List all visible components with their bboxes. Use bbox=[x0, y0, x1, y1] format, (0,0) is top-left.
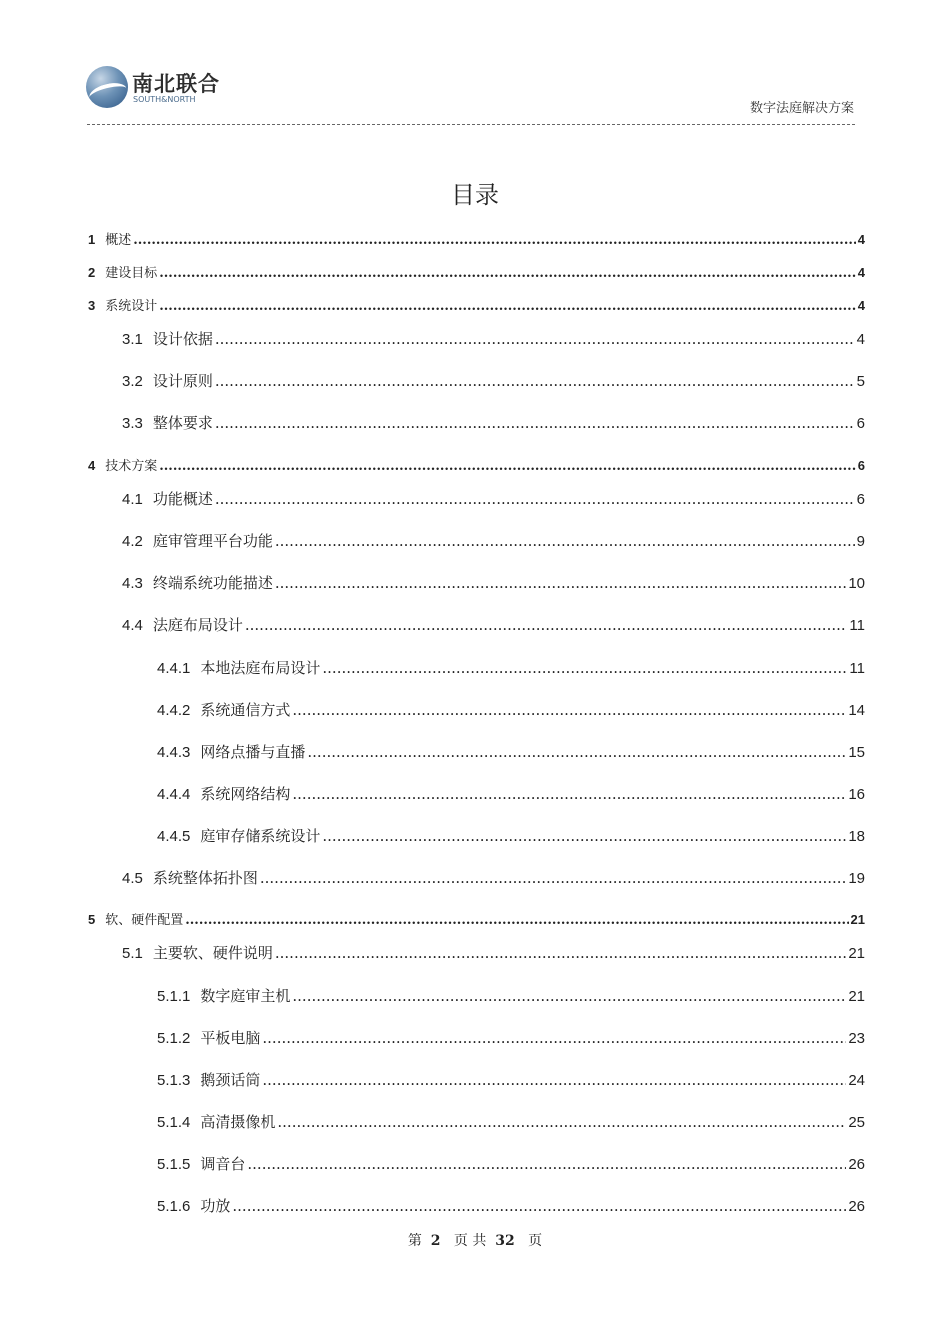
toc-entry-number: 4.4.2 bbox=[157, 702, 191, 719]
toc-entry-label: 数字庭审主机 bbox=[200, 987, 291, 1005]
toc-dot-leader bbox=[322, 827, 846, 845]
toc-entry[interactable] bbox=[157, 1069, 865, 1089]
toc-entry-number: 4.4.5 bbox=[157, 828, 191, 845]
toc-entry-number: 4.4.4 bbox=[157, 786, 191, 803]
toc-entry-number: 4.1 bbox=[122, 491, 143, 508]
toc-entry-number: 5.1.5 bbox=[157, 1156, 191, 1173]
toc-entry-number: 4.5 bbox=[122, 870, 143, 887]
toc-entry[interactable] bbox=[157, 1111, 865, 1131]
toc-dot-leader bbox=[159, 299, 856, 314]
toc-entry-label: 系统通信方式 bbox=[200, 701, 291, 719]
toc-entry-label: 网络点播与直播 bbox=[200, 743, 306, 761]
toc-entry[interactable] bbox=[157, 1153, 865, 1173]
toc-entry-number: 3.2 bbox=[122, 373, 143, 390]
toc-dot-leader bbox=[133, 233, 856, 248]
toc-entry-page: 25 bbox=[848, 1114, 865, 1131]
toc-entry[interactable] bbox=[122, 867, 865, 887]
toc-entry[interactable] bbox=[88, 455, 865, 475]
toc-entry[interactable] bbox=[157, 741, 865, 761]
toc-entry-label: 建设目标 bbox=[105, 266, 158, 281]
toc-entry[interactable] bbox=[157, 783, 865, 803]
toc-entry-page: 26 bbox=[848, 1198, 865, 1215]
toc-entry-label: 主要软、硬件说明 bbox=[152, 944, 273, 962]
toc-entry[interactable] bbox=[122, 530, 865, 550]
toc-entry-page: 11 bbox=[849, 617, 865, 634]
toc-entry-label: 设计依据 bbox=[152, 330, 213, 348]
toc-entry-page: 16 bbox=[848, 786, 865, 803]
toc-entry-page: 21 bbox=[848, 945, 865, 962]
toc-entry-page: 5 bbox=[856, 373, 865, 390]
toc-entry-page: 23 bbox=[848, 1030, 865, 1047]
toc-entry-number: 5.1.3 bbox=[157, 1072, 191, 1089]
toc-entry-number: 5 bbox=[88, 912, 96, 927]
toc-dot-leader bbox=[159, 459, 856, 474]
toc-entry-page: 26 bbox=[848, 1156, 865, 1173]
footer-current-page: 2 bbox=[430, 1233, 441, 1249]
toc-entry-label: 技术方案 bbox=[105, 459, 158, 474]
toc-dot-leader bbox=[215, 372, 855, 390]
toc-entry-page: 4 bbox=[856, 331, 865, 348]
toc-entry-number: 4.4.1 bbox=[157, 660, 191, 677]
toc-entry-page: 14 bbox=[848, 702, 865, 719]
toc-entry-page: 19 bbox=[848, 870, 865, 887]
toc-dot-leader bbox=[292, 785, 846, 803]
toc-dot-leader bbox=[262, 1029, 846, 1047]
toc-entry-label: 鹅颈话筒 bbox=[200, 1071, 261, 1089]
toc-entry[interactable] bbox=[122, 370, 865, 390]
toc-entry[interactable] bbox=[122, 412, 865, 432]
toc-entry-label: 设计原则 bbox=[152, 372, 213, 390]
toc-entry-label: 高清摄像机 bbox=[200, 1113, 276, 1131]
toc-entry[interactable] bbox=[88, 229, 865, 249]
toc-entry[interactable] bbox=[88, 909, 865, 929]
document-title-header: 数字法庭解决方案 bbox=[749, 101, 854, 116]
toc-entry-page: 4 bbox=[857, 298, 865, 313]
toc-entry-page: 21 bbox=[848, 988, 865, 1005]
footer-middle: 页 共 bbox=[453, 1233, 487, 1249]
toc-dot-leader bbox=[215, 330, 855, 348]
toc-entry-page: 4 bbox=[857, 232, 865, 247]
company-logo bbox=[86, 66, 220, 110]
toc-entry[interactable] bbox=[122, 328, 865, 348]
toc-entry[interactable] bbox=[157, 1027, 865, 1047]
toc-entry-page: 24 bbox=[848, 1072, 865, 1089]
toc-entry-number: 3 bbox=[88, 298, 96, 313]
toc-entry-number: 5.1.1 bbox=[157, 988, 191, 1005]
toc-entry-number: 5.1 bbox=[122, 945, 143, 962]
toc-entry-number: 5.1.4 bbox=[157, 1114, 191, 1131]
toc-dot-leader bbox=[277, 1113, 846, 1131]
toc-entry-number: 2 bbox=[88, 265, 96, 280]
toc-entry-label: 软、硬件配置 bbox=[105, 913, 184, 928]
toc-entry[interactable] bbox=[122, 942, 865, 962]
toc-entry-page: 11 bbox=[849, 660, 865, 677]
toc-entry-label: 系统整体拓扑图 bbox=[152, 869, 258, 887]
toc-entry-label: 系统设计 bbox=[105, 299, 158, 314]
toc-dot-leader bbox=[307, 743, 846, 761]
toc-entry[interactable] bbox=[122, 572, 865, 592]
toc-entry[interactable] bbox=[157, 1195, 865, 1215]
toc-entry-number: 1 bbox=[88, 232, 96, 247]
toc-dot-leader bbox=[275, 944, 846, 962]
toc-title: 目录 bbox=[451, 181, 499, 209]
toc-entry-number: 3.3 bbox=[122, 415, 143, 432]
toc-entry[interactable] bbox=[122, 614, 865, 634]
toc-entry[interactable] bbox=[157, 825, 865, 845]
toc-dot-leader bbox=[215, 414, 855, 432]
toc-entry[interactable] bbox=[157, 699, 865, 719]
toc-entry-page: 18 bbox=[848, 828, 865, 845]
logo-english-text: SOUTH&NORTH bbox=[133, 95, 196, 104]
toc-entry-number: 3.1 bbox=[122, 331, 143, 348]
toc-dot-leader bbox=[247, 1155, 846, 1173]
header-divider bbox=[87, 124, 855, 125]
toc-entry-label: 调音台 bbox=[200, 1155, 246, 1173]
toc-entry-number: 4.3 bbox=[122, 575, 143, 592]
toc-entry-page: 6 bbox=[857, 458, 865, 473]
toc-entry-page: 6 bbox=[856, 415, 865, 432]
toc-entry-page: 9 bbox=[856, 533, 865, 550]
toc-entry-number: 4 bbox=[88, 458, 96, 473]
toc-entry[interactable] bbox=[88, 295, 865, 315]
page-footer bbox=[0, 1230, 950, 1250]
toc-dot-leader bbox=[215, 490, 855, 508]
toc-dot-leader bbox=[292, 701, 846, 719]
toc-entry-label: 法庭布局设计 bbox=[152, 616, 243, 634]
toc-entry-label: 功放 bbox=[200, 1197, 231, 1215]
toc-entry-page: 15 bbox=[848, 744, 865, 761]
toc-dot-leader bbox=[292, 987, 846, 1005]
toc-entry[interactable] bbox=[122, 488, 865, 508]
toc-entry-number: 4.2 bbox=[122, 533, 143, 550]
footer-total-pages: 32 bbox=[495, 1233, 515, 1249]
toc-dot-leader bbox=[275, 532, 855, 550]
toc-entry[interactable] bbox=[88, 262, 865, 282]
toc-dot-leader bbox=[322, 659, 847, 677]
toc-entry-label: 庭审存储系统设计 bbox=[200, 827, 321, 845]
toc-entry-number: 5.1.2 bbox=[157, 1030, 191, 1047]
toc-entry-label: 整体要求 bbox=[152, 414, 213, 432]
footer-prefix: 第 bbox=[407, 1233, 422, 1249]
toc-entry-label: 功能概述 bbox=[152, 490, 213, 508]
toc-entry-page: 10 bbox=[848, 575, 865, 592]
toc-entry-page: 6 bbox=[856, 491, 865, 508]
toc-dot-leader bbox=[159, 266, 856, 281]
toc-entry-label: 系统网络结构 bbox=[200, 785, 291, 803]
toc-dot-leader bbox=[185, 913, 848, 928]
toc-dot-leader bbox=[260, 869, 846, 887]
toc-dot-leader bbox=[262, 1071, 846, 1089]
toc-entry-label: 终端系统功能描述 bbox=[152, 574, 273, 592]
toc-entry-label: 庭审管理平台功能 bbox=[152, 532, 273, 550]
toc-dot-leader bbox=[275, 574, 846, 592]
toc-entry-label: 本地法庭布局设计 bbox=[200, 659, 321, 677]
toc-entry-page: 4 bbox=[857, 265, 865, 280]
footer-suffix: 页 bbox=[528, 1233, 543, 1249]
toc-entry-label: 平板电脑 bbox=[200, 1029, 261, 1047]
toc-entry-number: 4.4.3 bbox=[157, 744, 191, 761]
toc-entry-label: 概述 bbox=[105, 233, 132, 248]
toc-entry-number: 4.4 bbox=[122, 617, 143, 634]
toc-entry-number: 5.1.6 bbox=[157, 1198, 191, 1215]
toc-entry-page: 21 bbox=[850, 912, 865, 927]
logo-globe-icon bbox=[86, 66, 128, 108]
toc-entry[interactable] bbox=[157, 657, 865, 677]
toc-entry[interactable] bbox=[157, 985, 865, 1005]
toc-dot-leader bbox=[245, 616, 848, 634]
toc-dot-leader bbox=[232, 1197, 846, 1215]
logo-chinese-text: 南北联合 bbox=[132, 72, 220, 96]
